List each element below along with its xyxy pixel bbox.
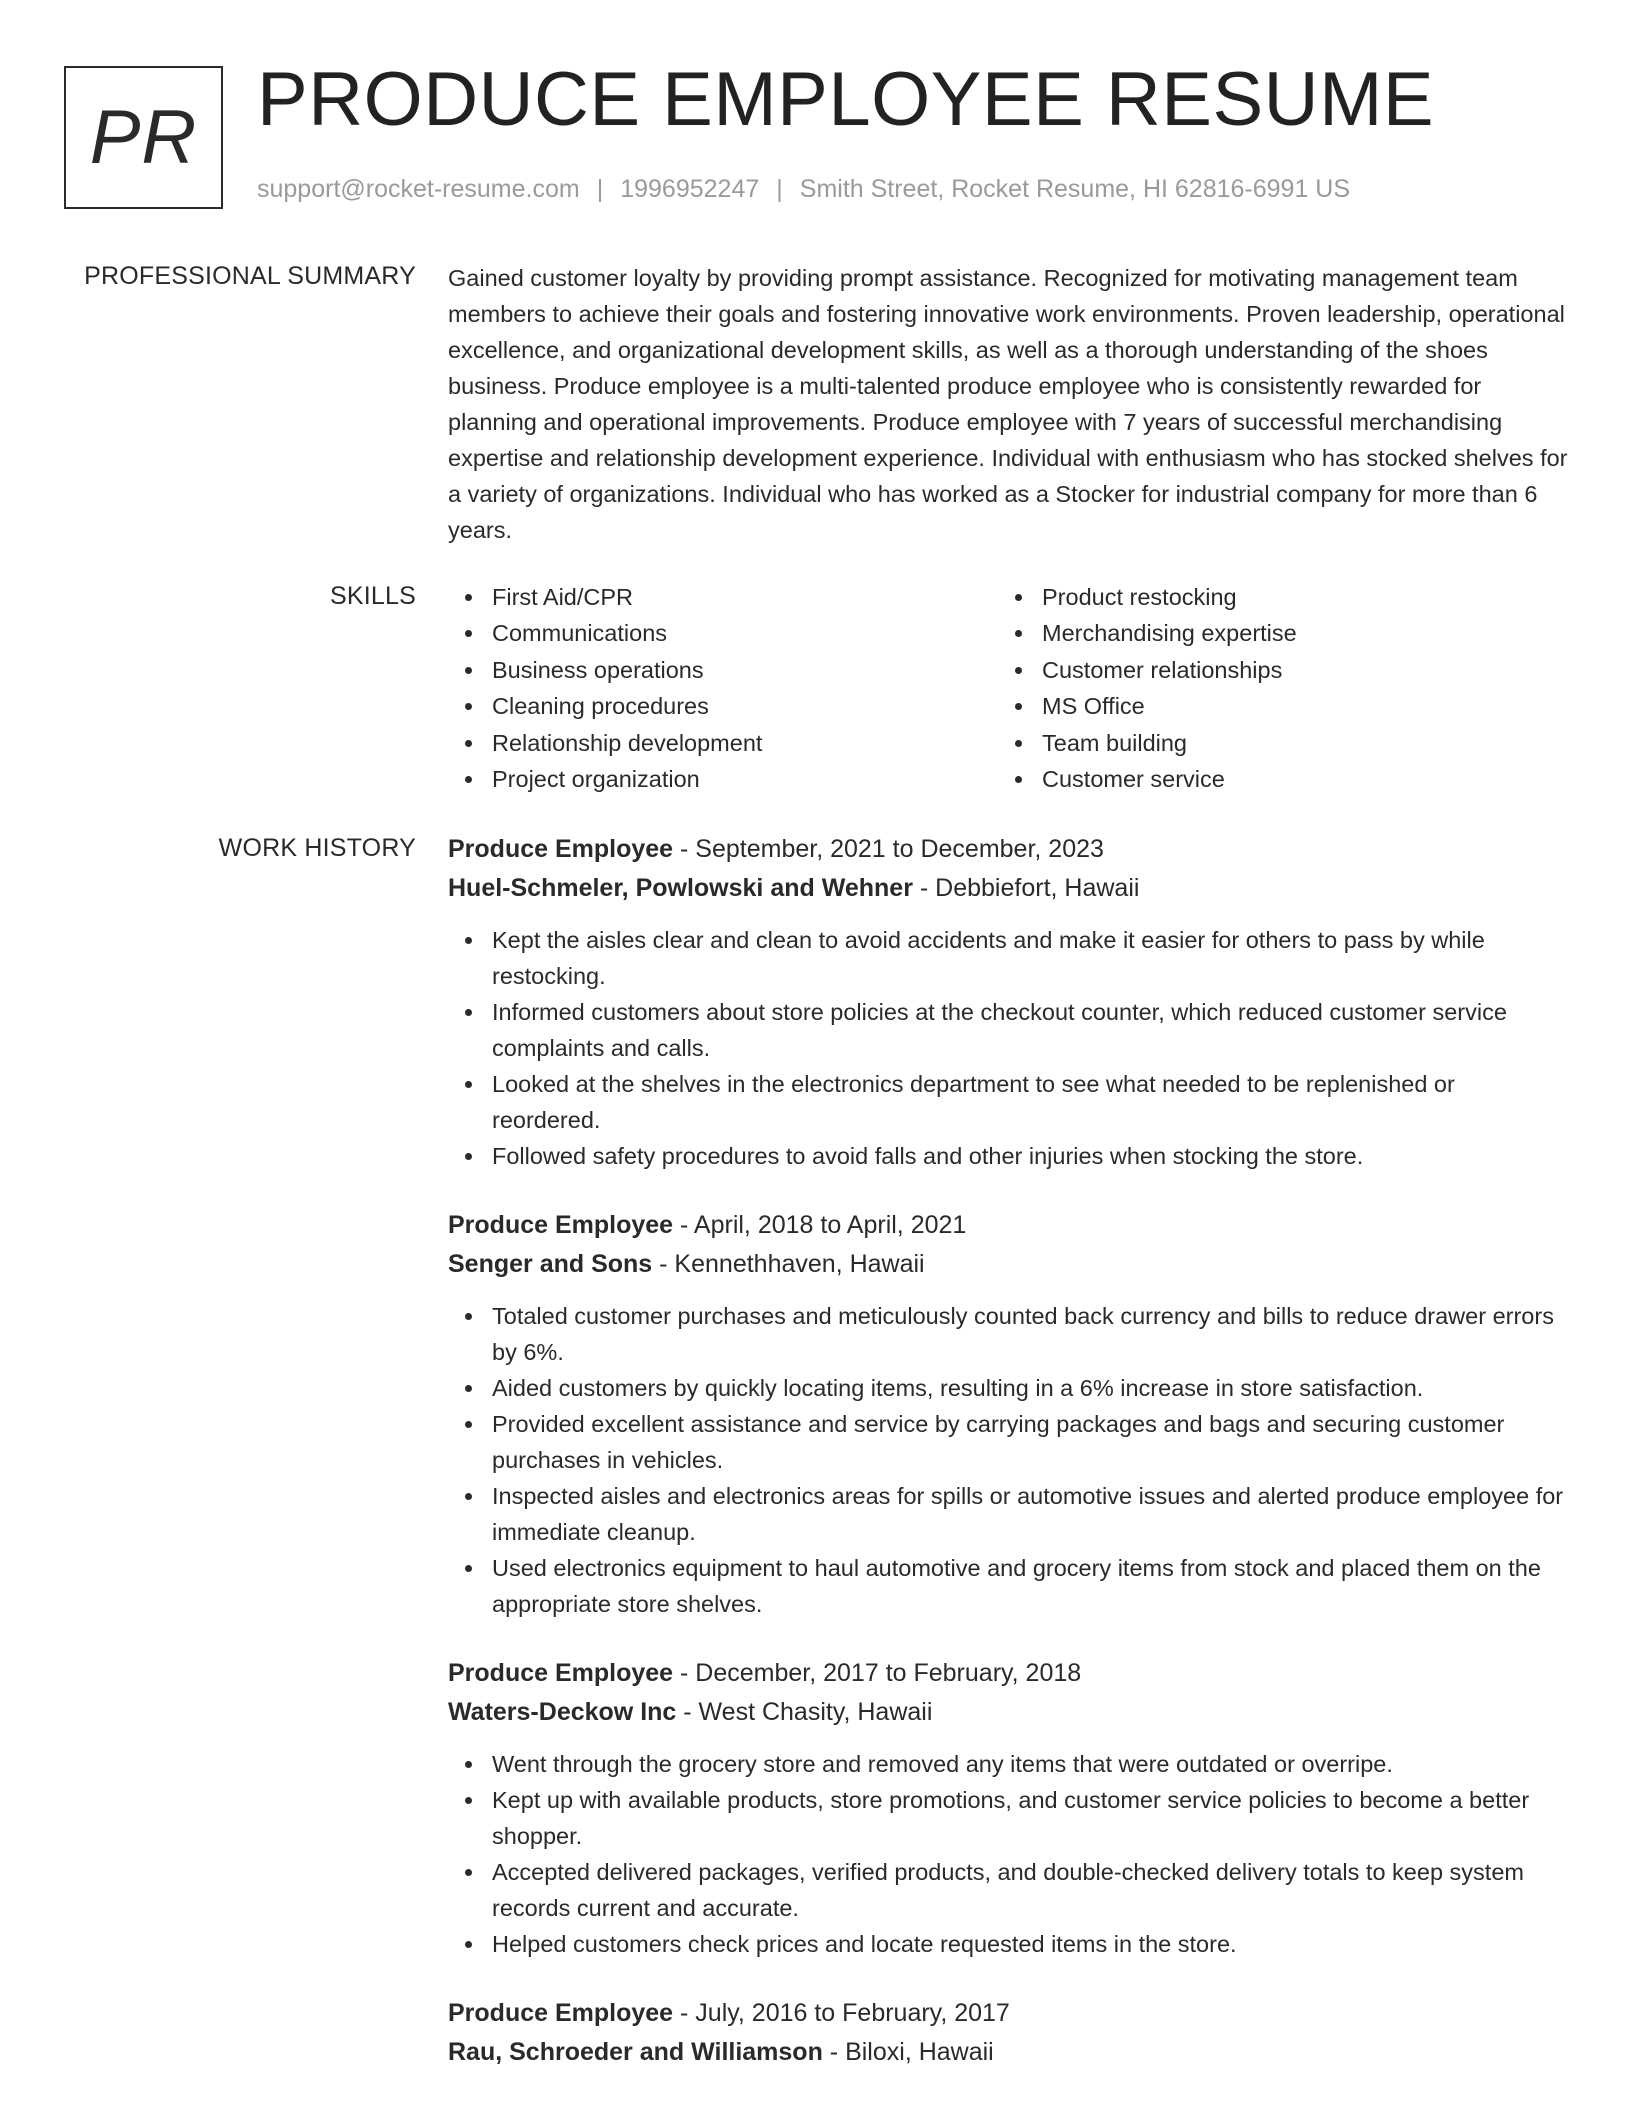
job-company: Waters-Deckow Inc: [448, 1698, 677, 1726]
job-location: - Biloxi, Hawaii: [822, 2038, 994, 2066]
job-bullet: Went through the grocery store and removed any items that were outdated or overripe.: [448, 1746, 1568, 1782]
resume-title: PRODUCE EMPLOYEE RESUME: [257, 57, 1435, 142]
job-bullets: [448, 922, 1568, 1174]
contact-address: Smith Street, Rocket Resume, HI 62816-6991 US: [799, 175, 1351, 203]
skills-list: [448, 579, 1568, 797]
job-title-line: [448, 1206, 1568, 1245]
job-location: - Debbiefort, Hawaii: [912, 874, 1140, 902]
job-entry: [448, 1206, 1568, 1622]
skill-item: MS Office: [998, 688, 1548, 724]
skill-item: Cleaning procedures: [448, 688, 998, 724]
job-bullet: Looked at the shelves in the electronics department to see what needed to be replenished or reordered.: [448, 1066, 1568, 1138]
job-title-line: [448, 830, 1568, 869]
summary-heading: PROFESSIONAL SUMMARY: [84, 262, 416, 290]
job-bullet: Inspected aisles and electronics areas for spills or automotive issues and alerted produce employee for immediate cleanup.: [448, 1478, 1568, 1550]
job-dates: - April, 2018 to April, 2021: [673, 1211, 967, 1239]
job-dates: - July, 2016 to February, 2017: [673, 1999, 1010, 2027]
job-company: Huel-Schmeler, Powlowski and Wehner: [448, 874, 913, 902]
skills-column-right: [998, 579, 1548, 797]
skill-item: Team building: [998, 725, 1548, 761]
job-bullets: [448, 1298, 1568, 1622]
monogram-initials: PR: [89, 94, 198, 180]
job-title: Produce Employee: [448, 1999, 674, 2027]
job-title: Produce Employee: [448, 1659, 674, 1687]
job-bullet: Totaled customer purchases and meticulously counted back currency and bills to reduce drawer errors by 6%.: [448, 1298, 1568, 1370]
contact-phone[interactable]: 1996952247: [620, 175, 760, 203]
skill-item: Merchandising expertise: [998, 615, 1548, 651]
contact-email[interactable]: support@rocket-resume.com: [257, 175, 580, 203]
job-bullet: Kept the aisles clear and clean to avoid accidents and make it easier for others to pass by while restocking.: [448, 922, 1568, 994]
job-company: Rau, Schroeder and Williamson: [448, 2038, 823, 2066]
job-bullet: Helped customers check prices and locate requested items in the store.: [448, 1926, 1568, 1962]
skill-item: Business operations: [448, 652, 998, 688]
skills-column-left: [448, 579, 998, 797]
job-bullet: Informed customers about store policies at the checkout counter, which reduced customer service complaints and calls.: [448, 994, 1568, 1066]
work-history-list: [448, 830, 1568, 2104]
job-bullets: [448, 1746, 1568, 1962]
skill-item: Communications: [448, 615, 998, 651]
job-location: - Kennethhaven, Hawaii: [652, 1250, 925, 1278]
job-dates: - December, 2017 to February, 2018: [673, 1659, 1082, 1687]
job-title: Produce Employee: [448, 1211, 674, 1239]
job-title-line: [448, 1994, 1568, 2033]
job-company: Senger and Sons: [448, 1250, 653, 1278]
job-entry: [448, 830, 1568, 1174]
job-bullet: Kept up with available products, store promotions, and customer service policies to become a better shopper.: [448, 1782, 1568, 1854]
monogram-badge: [64, 66, 223, 209]
skill-item: Customer service: [998, 761, 1548, 797]
contact-line: [257, 175, 1350, 204]
job-bullet: Accepted delivered packages, verified products, and double-checked delivery totals to keep system records current and accurate.: [448, 1854, 1568, 1926]
skill-item: Customer relationships: [998, 652, 1548, 688]
job-company-line: [448, 1693, 1568, 1732]
job-bullet: Used electronics equipment to haul automotive and grocery items from stock and placed them on the appropriate store shelves.: [448, 1550, 1568, 1622]
job-company-line: [448, 2033, 1568, 2072]
skill-item: Product restocking: [998, 579, 1548, 615]
job-bullet: Followed safety procedures to avoid falls and other injuries when stocking the store.: [448, 1138, 1568, 1174]
job-bullet: Aided customers by quickly locating items, resulting in a 6% increase in store satisfaction.: [448, 1370, 1568, 1406]
job-company-line: [448, 869, 1568, 908]
skill-item: Relationship development: [448, 725, 998, 761]
job-dates: - September, 2021 to December, 2023: [673, 835, 1104, 863]
contact-separator: |: [776, 175, 783, 203]
contact-separator: |: [596, 175, 604, 203]
skill-item: First Aid/CPR: [448, 579, 998, 615]
job-location: - West Chasity, Hawaii: [676, 1698, 933, 1726]
job-company-line: [448, 1245, 1568, 1284]
skills-heading: SKILLS: [330, 582, 416, 610]
job-bullet: Provided excellent assistance and service by carrying packages and bags and securing customer purchases in vehicles.: [448, 1406, 1568, 1478]
summary-text: Gained customer loyalty by providing prompt assistance. Recognized for motivating management team members to achieve their goals and fostering innovative work environments. Proven leadership, operational excellence, and organizational development skills, as well as a thorough understanding of the shoes business. Produce employee is a multi-talented produce employee who is consistently rewarded for planning and operational improvements. Produce employee with 7 years of successful merchandising expertise and relationship development experience. Individual with enthusiasm who has stocked shelves for a variety of organizations. Individual who has worked as a Stocker for industrial company for more than 6 years.: [448, 265, 1568, 543]
job-title: Produce Employee: [448, 835, 674, 863]
job-entry: [448, 1654, 1568, 1962]
skill-item: Project organization: [448, 761, 998, 797]
job-title-line: [448, 1654, 1568, 1693]
job-entry: [448, 1994, 1568, 2072]
work-history-heading: WORK HISTORY: [218, 834, 416, 862]
